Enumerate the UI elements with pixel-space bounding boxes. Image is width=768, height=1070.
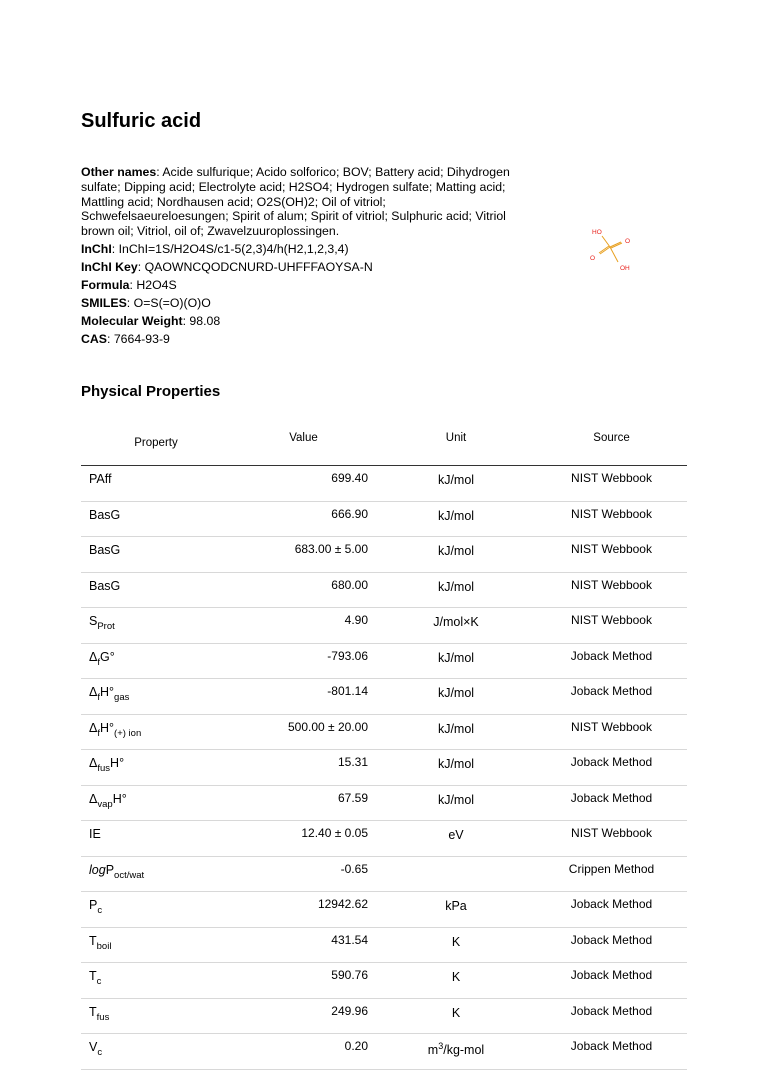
cell-source: Joback Method [536,750,687,786]
info-field: InChI: InChI=1S/H2O4S/c1-5(2,3)4/h(H2,1,2,3,4) [81,242,349,257]
info-field-value: 98.08 [189,314,221,329]
text-segment: /kg-mol [443,1043,485,1057]
table-row [81,643,687,679]
cell-value: -801.14 [231,679,376,715]
cell-property [81,856,231,892]
cell-unit [376,714,536,750]
text-segment: f [97,656,100,668]
cell-property [81,466,231,502]
cell-value: 249.96 [231,998,376,1034]
cell-property [81,679,231,715]
info-field-value: H2O4S [136,278,177,293]
info-field-value: QAOWNCQODCNURD-UHFFFAOYSA-N [144,260,373,275]
cell-property [81,714,231,750]
table-row [81,856,687,892]
text-segment: Δ [89,791,98,806]
physical-properties-table [81,432,687,1070]
cell-source: NIST Webbook [536,821,687,857]
cell-value: 699.40 [231,466,376,502]
cell-unit [376,963,536,999]
cell-value: -0.65 [231,856,376,892]
table-row [81,963,687,999]
text-segment: K [451,1005,461,1020]
table-row [81,679,687,715]
text-segment: P [105,862,115,877]
text-segment: (+) ion [114,727,142,739]
cell-property [81,963,231,999]
text-segment: kJ/mol [437,650,475,665]
text-segment: kJ/mol [437,686,475,700]
text-segment: BasG [89,543,121,557]
text-segment: G° [100,649,115,664]
text-segment: kJ/mol [437,579,475,594]
text-segment: gas [114,692,130,703]
cell-value: 666.90 [231,501,376,537]
compound-info [81,165,511,350]
text-segment: P [89,898,98,912]
text-segment: K [451,970,461,984]
cell-source: NIST Webbook [536,572,687,608]
cell-source: NIST Webbook [536,501,687,537]
cell-unit [376,892,536,928]
text-segment: T [89,1004,97,1019]
cell-unit [376,856,536,892]
table-row [81,927,687,963]
table-row [81,466,687,502]
cell-property [81,998,231,1034]
cell-source: Joback Method [536,785,687,821]
table-row [81,821,687,857]
text-segment: kJ/mol [437,721,475,736]
text-segment: Δ [89,756,98,770]
text-segment: H° [112,791,127,806]
text-segment: f [97,727,100,739]
cell-unit [376,537,536,573]
cell-unit [376,466,536,502]
info-field-value: 7664-93-9 [113,332,170,347]
info-field-label: CAS [81,332,107,347]
cell-property [81,537,231,573]
table-row [81,501,687,537]
cell-value: 4.90 [231,608,376,644]
info-field-label: SMILES [81,296,127,311]
text-segment: J/mol×K [433,615,479,629]
table-row [81,892,687,928]
info-field-label: InChI [81,242,112,257]
text-segment: T [89,969,97,983]
cell-source: Joback Method [536,679,687,715]
cell-unit [376,927,536,963]
text-segment: kJ/mol [437,792,475,807]
cell-value: 590.76 [231,963,376,999]
cell-property [81,643,231,679]
cell-unit [376,785,536,821]
table-header-row [81,432,687,466]
text-segment: f [97,692,100,703]
table-row [81,714,687,750]
cell-source: NIST Webbook [536,466,687,502]
table-row [81,1034,687,1070]
cell-unit [376,572,536,608]
cell-unit [376,750,536,786]
cell-source: Joback Method [536,963,687,999]
text-segment: Δ [89,649,98,664]
text-segment: Prot [97,621,115,632]
column-header-property: Property [81,432,231,466]
page-title: Sulfuric acid [81,110,202,132]
text-segment: boil [96,940,112,952]
info-field: Other names: Acide sulfurique; Acido solforico; BOV; Battery acid; Dihydrogen sulfate; Dipping acid; Electrolyte acid; H2SO4; Hydrogen sulfate; Matting acid; Mattling acid; Nordhausen acid; O2S(OH)2; Oil of vitriol; Schwefelsaeureloesungen; Spirit of alum; Spirit of vitriol; Sulphuric acid; Vitriol brown oil; Vitriol, oil of; Zwavelzuuroplossingen. [81,165,510,239]
text-segment: H° [100,685,115,699]
text-segment: c [97,905,103,916]
text-segment: fus [96,1011,110,1023]
info-field: SMILES: O=S(=O)(O)O [81,296,211,311]
cell-value: 680.00 [231,572,376,608]
info-field-label: Formula [81,278,130,293]
cell-source: NIST Webbook [536,714,687,750]
text-segment: vap [97,798,113,810]
cell-property [81,785,231,821]
cell-unit [376,501,536,537]
table-row [81,608,687,644]
cell-source: Joback Method [536,998,687,1034]
cell-value: 12.40 ± 0.05 [231,821,376,857]
cell-value: 12942.62 [231,892,376,928]
text-segment: oct/wat [114,869,145,881]
section-title-physical-properties: Physical Properties [81,383,221,400]
cell-unit [376,998,536,1034]
text-segment: kJ/mol [437,473,475,487]
cell-source: Joback Method [536,892,687,928]
text-segment: c [96,976,102,987]
info-field: InChI Key: QAOWNCQODCNURD-UHFFFAOYSA-N [81,260,373,275]
text-segment: 3 [438,1041,444,1051]
cell-property [81,927,231,963]
text-segment: kJ/mol [437,508,475,523]
text-segment: kJ/mol [437,544,475,558]
cell-property [81,501,231,537]
info-field: Formula: H2O4S [81,278,177,293]
column-header-source: Source [536,432,687,466]
cell-unit [376,679,536,715]
text-segment: BasG [89,578,121,593]
text-segment: kJ/mol [437,757,475,771]
text-segment: V [89,1040,98,1054]
info-field: Molecular Weight: 98.08 [81,314,221,329]
cell-source: Joback Method [536,927,687,963]
cell-value: 67.59 [231,785,376,821]
cell-unit [376,608,536,644]
text-segment: BasG [89,507,121,522]
text-segment: Δ [89,685,98,699]
text-segment: IE [89,827,101,841]
atom-label-ho: HO [592,229,602,236]
text-segment: c [97,1047,103,1058]
cell-property [81,892,231,928]
cell-source: NIST Webbook [536,537,687,573]
cell-property [81,608,231,644]
table-row [81,750,687,786]
cell-value: 15.31 [231,750,376,786]
cell-property [81,572,231,608]
cell-source: Joback Method [536,643,687,679]
table-row [81,785,687,821]
table-row [81,998,687,1034]
info-field-value: O=S(=O)(O)O [133,296,211,311]
text-segment: K [451,934,461,949]
cell-source: Crippen Method [536,856,687,892]
molecule-structure-image [580,222,640,277]
info-field-label: Molecular Weight [81,314,183,329]
cell-value: -793.06 [231,643,376,679]
atom-label-o-top: O [625,238,631,245]
cell-property [81,750,231,786]
text-segment: H° [110,756,125,770]
cell-property [81,1034,231,1070]
text-segment: PAff [89,472,112,486]
cell-property [81,821,231,857]
cell-source: Joback Method [536,1034,687,1070]
text-segment: T [89,933,97,948]
cell-value: 431.54 [231,927,376,963]
info-field-label: Other names [81,165,157,179]
cell-unit [376,821,536,857]
info-field: CAS: 7664-93-9 [81,332,170,347]
cell-source: NIST Webbook [536,608,687,644]
text-segment: Δ [89,720,98,735]
table-row [81,537,687,573]
info-field-label: InChI Key [81,260,138,275]
text-segment: kPa [445,899,467,913]
cell-value: 683.00 ± 5.00 [231,537,376,573]
info-field-value: Acide sulfurique; Acido solforico; BOV; Battery acid; Dihydrogen sulfate; Dipping acid; Electrolyte acid; H2SO4; Hydrogen sulfate; Matting acid; Mattling acid; Nordhausen acid; O2S(OH)2; Oil of vitriol; Schwefelsaeureloesungen; Spirit of alum; Spirit of vitriol; Sulphuric acid; Vitriol brown oil; Vitriol, oil of; Zwavelzuuroplossingen. [81,165,510,239]
text-segment: log [89,862,106,877]
info-field-value: InChI=1S/H2O4S/c1-5(2,3)4/h(H2,1,2,3,4) [118,242,349,257]
cell-value: 500.00 ± 20.00 [231,714,376,750]
text-segment: fus [97,763,111,774]
cell-value: 0.20 [231,1034,376,1070]
column-header-unit: Unit [376,432,536,466]
table-row [81,572,687,608]
column-header-value: Value [231,432,376,466]
text-segment: eV [448,828,464,842]
cell-unit [376,1034,536,1070]
text-segment: H° [100,720,115,735]
atom-label-oh: OH [620,265,630,272]
text-segment: S [89,614,98,628]
text-segment: m [427,1043,439,1057]
atom-label-o-left: O [590,255,596,262]
cell-unit [376,643,536,679]
